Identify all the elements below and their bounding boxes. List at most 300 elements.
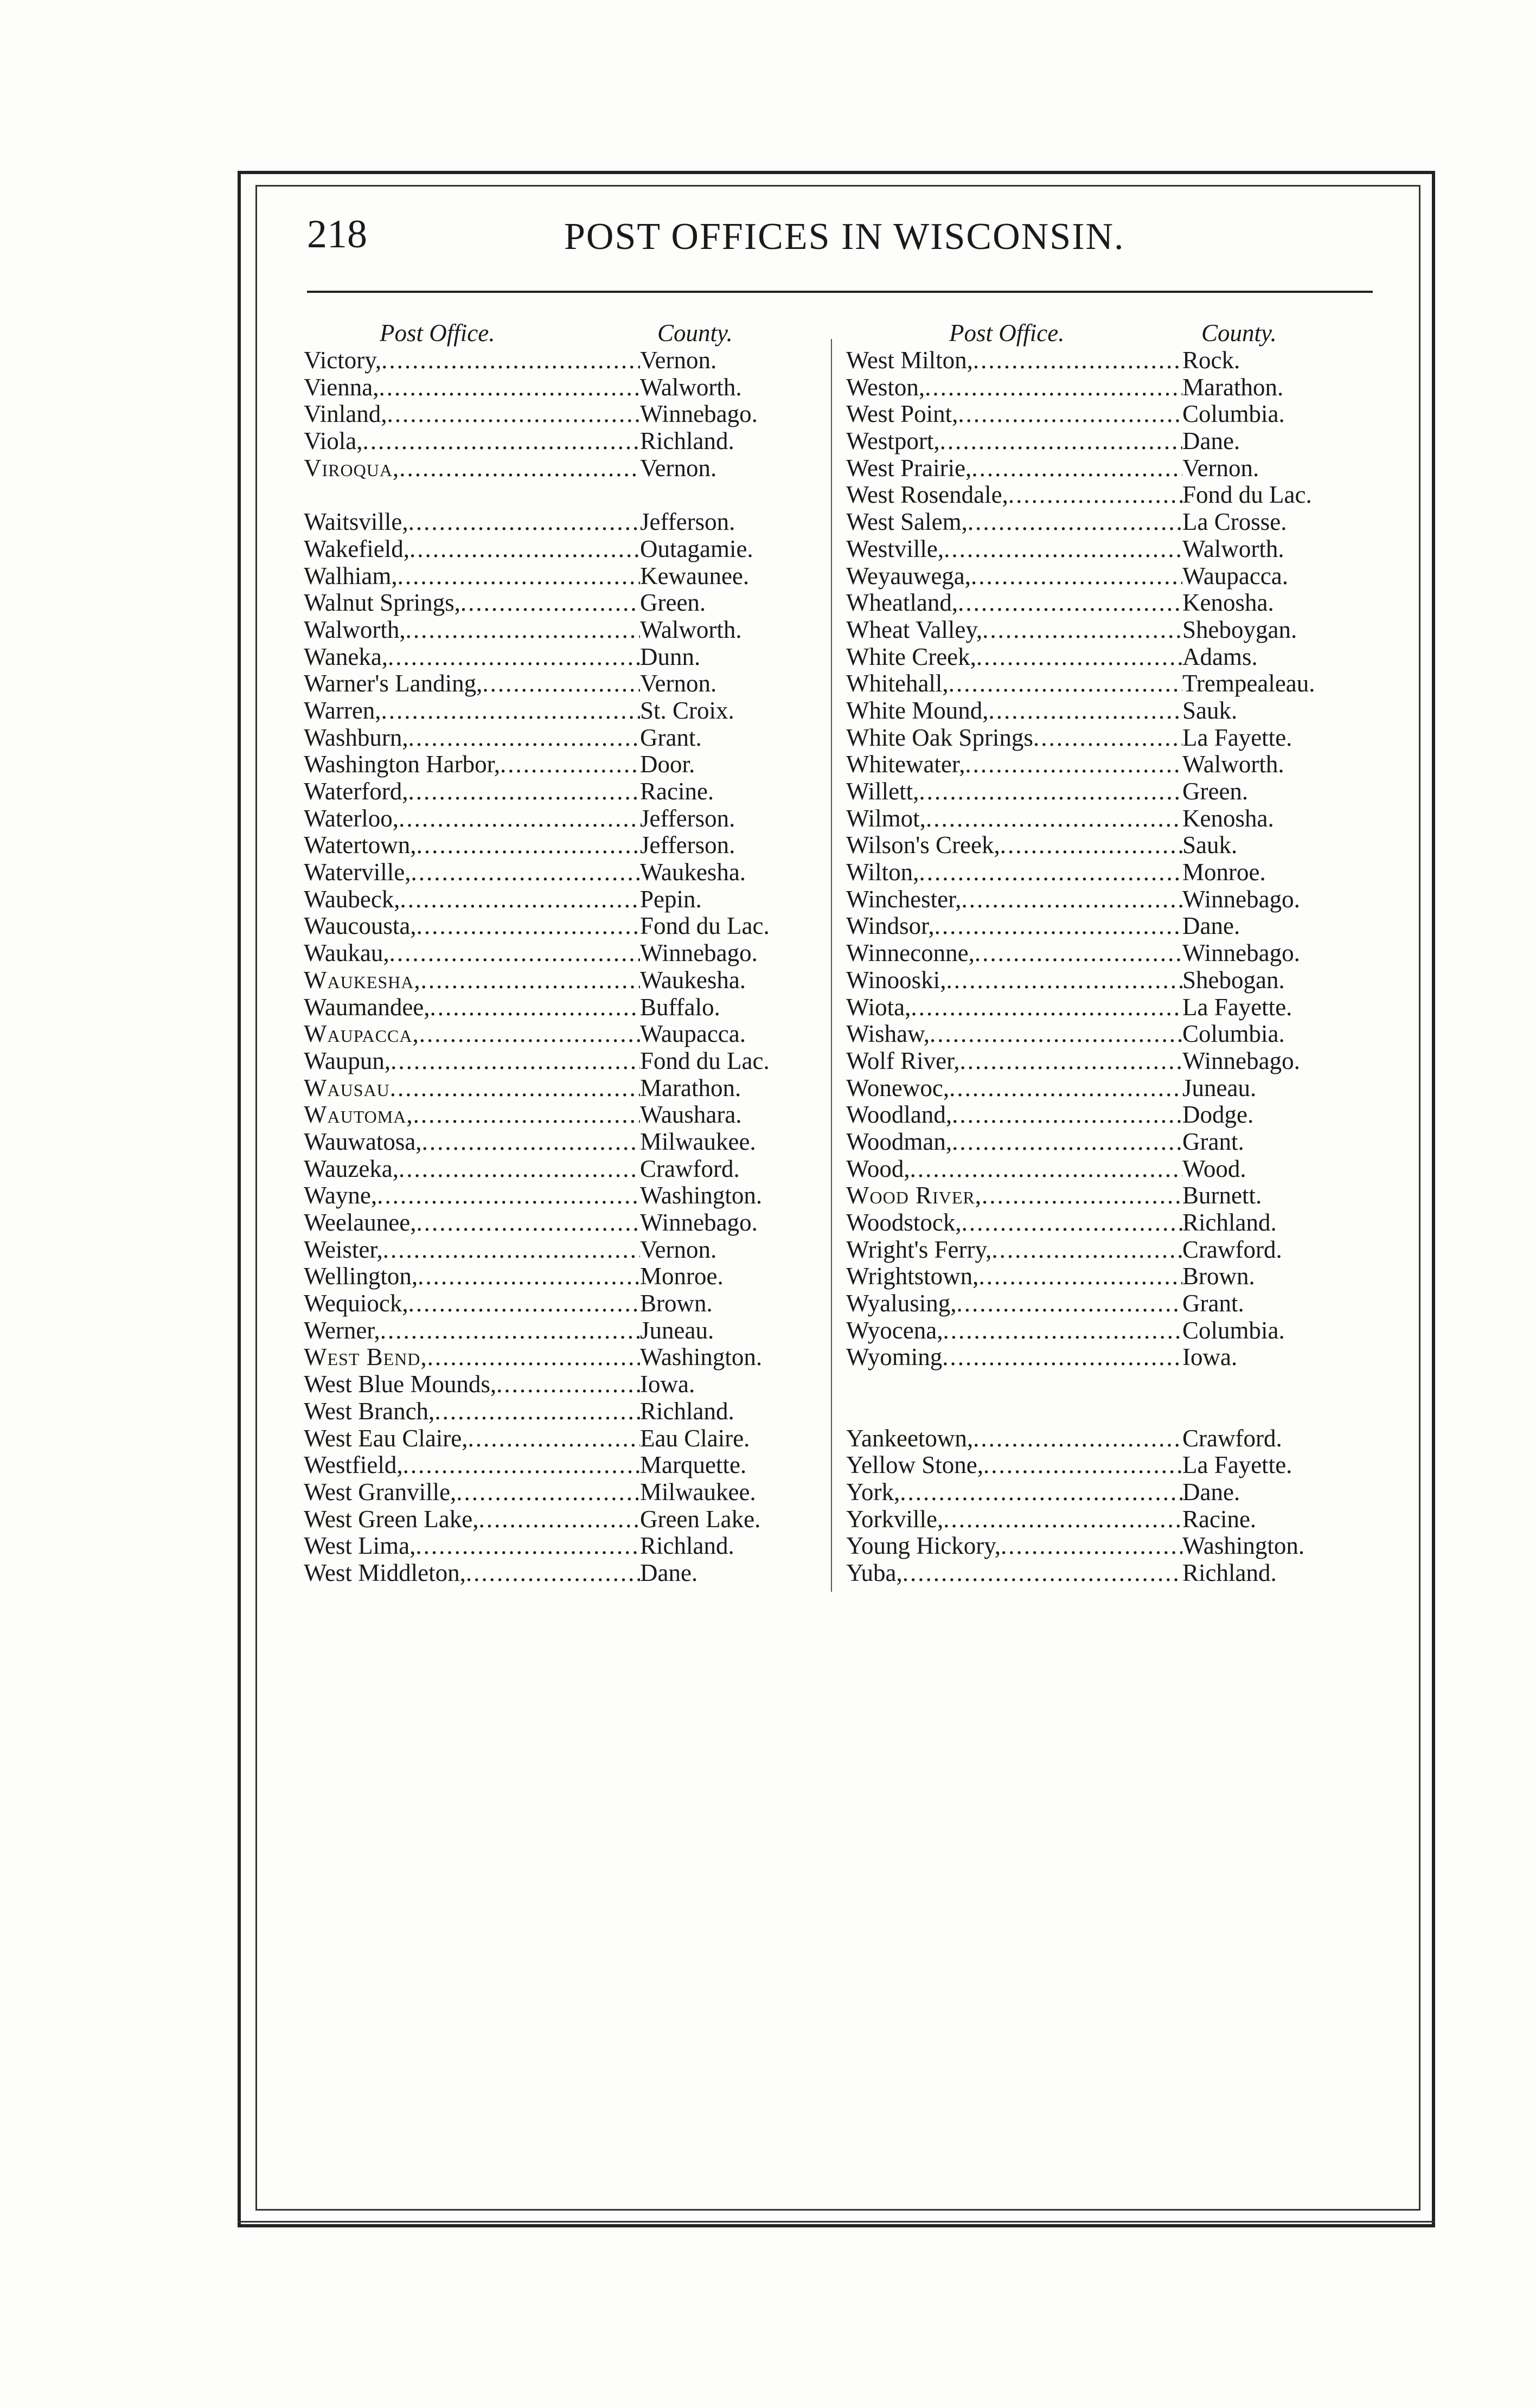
post-office-entry	[846, 940, 1367, 967]
post-office-entry	[304, 859, 803, 886]
post-office-name: West Branch,	[304, 1397, 435, 1425]
column-divider	[831, 339, 832, 1592]
county-name: Walworth.	[640, 616, 742, 643]
county-name: Richland.	[1182, 1559, 1277, 1586]
county-name: Juneau.	[1182, 1074, 1257, 1101]
dot-leader	[408, 1290, 640, 1317]
post-office-entry	[304, 725, 803, 752]
dot-leader	[496, 1371, 640, 1398]
county-name: Waupacca.	[1182, 562, 1288, 590]
county-name: La Fayette.	[1182, 723, 1292, 751]
post-office-entry	[846, 1129, 1367, 1156]
county-heading: County.	[1201, 319, 1277, 347]
county-name: Jefferson.	[640, 508, 735, 536]
county-name: Kenosha.	[1182, 804, 1274, 832]
county-name: Grant.	[1182, 1128, 1244, 1155]
post-office-entry	[304, 994, 803, 1021]
dot-leader	[1000, 832, 1182, 859]
post-office-name: Wiota,	[846, 993, 911, 1021]
county-name: Marathon.	[1182, 373, 1284, 401]
post-office-entry	[304, 832, 803, 859]
dot-leader	[982, 1182, 1182, 1209]
post-office-entry	[304, 697, 803, 725]
post-office-entry	[304, 967, 803, 994]
post-office-name: Washburn,	[304, 723, 408, 751]
county-name: Columbia.	[1182, 400, 1285, 428]
dot-leader	[957, 1290, 1182, 1317]
right-column-header	[846, 320, 1367, 347]
dot-leader	[398, 563, 640, 590]
post-office-entry	[846, 1075, 1367, 1102]
post-office-entry	[304, 1182, 803, 1209]
right-column	[846, 320, 1367, 1587]
post-office-entry	[846, 455, 1367, 482]
post-office-name: Wautoma,	[304, 1101, 413, 1129]
dot-leader	[388, 644, 640, 671]
county-name: Dane.	[1182, 1478, 1240, 1506]
dot-leader	[400, 886, 640, 913]
county-name: Rock.	[1182, 347, 1240, 374]
post-office-entry	[304, 644, 803, 671]
dot-leader	[982, 617, 1182, 644]
dot-leader	[422, 1129, 640, 1156]
post-office-entry	[304, 886, 803, 913]
post-office-entry	[304, 509, 803, 536]
post-office-name: West Milton,	[846, 347, 973, 374]
dot-leader	[975, 940, 1182, 967]
post-office-entry	[304, 940, 803, 967]
post-office-entry	[846, 1533, 1367, 1560]
county-name: Walworth.	[640, 373, 742, 401]
dot-leader	[409, 536, 640, 563]
dot-leader	[926, 805, 1182, 832]
post-office-entry	[304, 1156, 803, 1183]
dot-leader	[960, 1048, 1182, 1075]
dot-leader	[988, 697, 1182, 725]
dot-leader	[408, 778, 640, 805]
post-office-name: Vienna,	[304, 373, 379, 401]
dot-leader	[417, 913, 640, 940]
post-office-name: West Salem,	[846, 508, 968, 536]
county-name: Vernon.	[640, 454, 717, 482]
post-office-name: Waitsville,	[304, 508, 408, 536]
county-name: Fond du Lac.	[640, 912, 770, 940]
post-office-name: Waukesha,	[304, 966, 421, 994]
post-office-name: Wauwatosa,	[304, 1128, 422, 1155]
post-office-name: Wyocena,	[846, 1316, 943, 1344]
post-office-entry	[304, 670, 803, 697]
county-name: Winnebago.	[640, 1209, 758, 1236]
county-name: Crawford.	[1182, 1235, 1282, 1263]
dot-leader	[419, 1021, 640, 1048]
post-office-name: Wheatland,	[846, 589, 958, 617]
post-office-name: Waterloo,	[304, 804, 399, 832]
post-office-name: Werner,	[304, 1316, 380, 1344]
county-name: Brown.	[640, 1290, 713, 1317]
post-office-entry	[304, 1209, 803, 1237]
county-name: Jefferson.	[640, 831, 735, 859]
post-office-heading: Post Office.	[949, 319, 1065, 347]
post-office-name: Yellow Stone,	[846, 1451, 983, 1479]
post-office-entry	[304, 1237, 803, 1264]
dot-leader	[413, 1101, 640, 1129]
county-name: Kenosha.	[1182, 589, 1274, 617]
post-office-name: Walworth,	[304, 616, 406, 643]
county-name: Marquette.	[640, 1451, 747, 1479]
post-office-name: Waterville,	[304, 859, 411, 886]
dot-leader	[935, 913, 1182, 940]
post-office-entry	[846, 1506, 1367, 1533]
section-gap	[846, 1371, 1367, 1425]
post-office-entry	[304, 913, 803, 940]
post-office-entry	[304, 1317, 803, 1344]
dot-leader	[958, 401, 1182, 428]
page-title: POST OFFICES IN WISCONSIN.	[564, 216, 1125, 258]
dot-leader	[942, 1344, 1182, 1371]
post-office-entry	[846, 401, 1367, 428]
dot-leader	[943, 1506, 1182, 1533]
county-name: Crawford.	[640, 1155, 740, 1182]
post-office-entry	[304, 1371, 803, 1398]
county-name: Racine.	[1182, 1505, 1257, 1533]
post-office-name: Westfield,	[304, 1451, 403, 1479]
post-office-name: Whitehall,	[846, 670, 949, 697]
post-office-name: Waupacca,	[304, 1020, 419, 1048]
post-office-entry	[846, 1021, 1367, 1048]
post-office-entry	[304, 1290, 803, 1317]
county-name: Vernon.	[1182, 454, 1259, 482]
post-office-name: Winchester,	[846, 885, 962, 913]
post-office-entry	[304, 1425, 803, 1452]
post-office-name: White Creek,	[846, 643, 976, 670]
dot-leader	[1033, 725, 1182, 752]
post-office-entry	[846, 832, 1367, 859]
post-office-name: Wood,	[846, 1155, 910, 1182]
post-office-name: Waukau,	[304, 939, 389, 967]
post-office-entry	[304, 751, 803, 778]
post-office-entry	[846, 751, 1367, 778]
post-office-entry	[304, 1048, 803, 1075]
dot-leader	[1008, 482, 1182, 509]
dot-leader	[456, 1479, 640, 1506]
post-office-name: Winneconne,	[846, 939, 975, 967]
dot-leader	[363, 428, 640, 455]
county-name: Marathon.	[640, 1074, 741, 1101]
dot-leader	[983, 1452, 1182, 1479]
post-office-name: Windsor,	[846, 912, 935, 940]
dot-leader	[408, 725, 640, 752]
county-heading: County.	[657, 319, 733, 347]
post-office-name: West Green Lake,	[304, 1505, 479, 1533]
county-name: Fond du Lac.	[640, 1047, 770, 1074]
post-office-name: Woodland,	[846, 1101, 952, 1129]
page-number: 218	[307, 212, 367, 257]
post-office-name: Wilson's Creek,	[846, 831, 1000, 859]
post-office-name: Waneka,	[304, 643, 388, 670]
post-office-name: Weston,	[846, 373, 925, 401]
county-name: Green Lake.	[640, 1505, 761, 1533]
post-office-name: West Granville,	[304, 1478, 457, 1506]
dot-leader	[952, 1101, 1182, 1129]
post-office-entry	[304, 1021, 803, 1048]
post-office-name: York,	[846, 1478, 900, 1506]
post-office-entry	[846, 1101, 1367, 1129]
post-office-name: Wyalusing,	[846, 1290, 957, 1317]
post-office-entry	[304, 805, 803, 832]
post-office-name: Willett,	[846, 778, 919, 805]
county-name: Winnebago.	[640, 400, 758, 428]
left-column-header	[304, 320, 803, 347]
section-gap	[304, 482, 803, 509]
dot-leader	[381, 697, 640, 725]
post-office-name: Victory,	[304, 347, 382, 374]
post-office-name: Waupun,	[304, 1047, 391, 1074]
dot-leader	[482, 670, 640, 697]
post-office-name: Wayne,	[304, 1182, 377, 1209]
post-office-name: Vinland,	[304, 400, 387, 428]
post-office-entry	[304, 1075, 803, 1102]
post-office-entry	[846, 670, 1367, 697]
post-office-entry	[304, 1533, 803, 1560]
post-office-name: Waubeck,	[304, 885, 400, 913]
dot-leader	[380, 1317, 640, 1344]
post-office-entry	[846, 1479, 1367, 1506]
post-office-entry	[304, 590, 803, 617]
county-name: Grant.	[1182, 1290, 1244, 1317]
dot-leader	[944, 536, 1182, 563]
post-office-name: Yankeetown,	[846, 1424, 974, 1452]
dot-leader	[919, 859, 1182, 886]
post-office-entry	[846, 1290, 1367, 1317]
post-office-entry	[846, 536, 1367, 563]
county-name: Shebogan.	[1182, 966, 1285, 994]
post-office-name: West Point,	[846, 400, 958, 428]
post-office-entry	[304, 428, 803, 455]
post-office-name: Woodstock,	[846, 1209, 962, 1236]
county-name: Vernon.	[640, 1235, 717, 1263]
post-office-entry	[846, 644, 1367, 671]
dot-leader	[434, 1398, 640, 1425]
county-name: Columbia.	[1182, 1020, 1285, 1048]
county-name: Dane.	[1182, 427, 1240, 455]
county-name: Racine.	[640, 778, 714, 805]
post-office-entry	[304, 617, 803, 644]
county-name: Pepin.	[640, 885, 702, 913]
county-name: Iowa.	[640, 1370, 695, 1398]
county-name: Dane.	[640, 1559, 698, 1586]
county-name: Winnebago.	[640, 939, 758, 967]
post-office-name: West Rosendale,	[846, 481, 1008, 509]
dot-leader	[391, 1048, 640, 1075]
dot-leader	[900, 1479, 1182, 1506]
dot-leader	[991, 1237, 1182, 1264]
county-name: St. Croix.	[640, 696, 734, 724]
county-name: Brown.	[1182, 1263, 1255, 1290]
dot-leader	[406, 617, 640, 644]
post-office-entry	[304, 1344, 803, 1371]
post-office-name: Waterford,	[304, 778, 408, 805]
dot-leader	[430, 994, 640, 1021]
county-name: Green.	[1182, 778, 1249, 805]
post-office-entry	[304, 1129, 803, 1156]
county-name: Eau Claire.	[640, 1424, 750, 1452]
post-office-entry	[304, 455, 803, 482]
dot-leader	[377, 1182, 640, 1209]
county-name: Door.	[640, 751, 695, 778]
county-name: Winnebago.	[1182, 885, 1300, 913]
county-name: Walworth.	[1182, 535, 1284, 562]
post-office-name: White Oak Springs	[846, 723, 1033, 751]
county-name: La Fayette.	[1182, 1451, 1292, 1479]
county-name: Jefferson.	[640, 804, 735, 832]
post-office-entry	[846, 1263, 1367, 1290]
county-name: Winnebago.	[1182, 1047, 1300, 1074]
county-name: Milwaukee.	[640, 1128, 756, 1155]
post-office-name: Westville,	[846, 535, 944, 562]
post-office-name: Woodman,	[846, 1128, 952, 1155]
dot-leader	[973, 1425, 1182, 1452]
dot-leader	[940, 428, 1182, 455]
dot-leader	[911, 994, 1182, 1021]
post-office-entry	[304, 1479, 803, 1506]
post-office-entry	[846, 1560, 1367, 1587]
post-office-entry	[846, 1182, 1367, 1209]
county-name: Richland.	[640, 1532, 734, 1560]
post-office-entry	[846, 428, 1367, 455]
post-office-entry	[304, 1452, 803, 1479]
post-office-entry	[304, 1560, 803, 1587]
post-office-name: Viroqua,	[304, 454, 400, 482]
post-office-entry	[304, 401, 803, 428]
county-name: Outagamie.	[640, 535, 753, 562]
county-name: Adams.	[1182, 643, 1258, 670]
county-name: Buffalo.	[640, 993, 720, 1021]
dot-leader	[976, 644, 1182, 671]
dot-leader	[411, 859, 640, 886]
post-office-entry	[846, 1156, 1367, 1183]
dot-leader	[399, 805, 640, 832]
county-name: Milwaukee.	[640, 1478, 756, 1506]
post-office-entry	[846, 967, 1367, 994]
county-name: Waukesha.	[640, 966, 746, 994]
dot-leader	[417, 832, 640, 859]
county-name: Monroe.	[640, 1263, 724, 1290]
post-office-name: West Lima,	[304, 1532, 416, 1560]
county-name: Sauk.	[1182, 696, 1238, 724]
county-name: Dunn.	[640, 643, 701, 670]
dot-leader	[949, 1075, 1182, 1102]
dot-leader	[962, 1209, 1182, 1237]
dot-leader	[408, 509, 640, 536]
dot-leader	[418, 1263, 640, 1290]
post-office-entry	[304, 1398, 803, 1425]
post-office-name: Wolf River,	[846, 1047, 960, 1074]
dot-leader	[943, 1317, 1182, 1344]
post-office-entry	[304, 347, 803, 374]
county-name: Grant.	[640, 723, 702, 751]
dot-leader	[399, 1156, 640, 1183]
post-office-name: Wequiock,	[304, 1290, 408, 1317]
county-name: Washington.	[640, 1343, 763, 1371]
post-office-name: Walhiam,	[304, 562, 398, 590]
post-office-name: Wauzeka,	[304, 1155, 399, 1182]
dot-leader	[958, 590, 1182, 617]
county-name: Sauk.	[1182, 831, 1238, 859]
post-office-name: Weelaunee,	[304, 1209, 417, 1236]
county-name: Iowa.	[1182, 1343, 1238, 1371]
dot-leader	[417, 1209, 641, 1237]
county-name: Waukesha.	[640, 859, 746, 886]
post-office-entry	[846, 859, 1367, 886]
post-office-entry	[846, 509, 1367, 536]
post-office-entry	[304, 1506, 803, 1533]
dot-leader	[946, 967, 1182, 994]
dot-leader	[919, 778, 1182, 805]
post-office-entry	[846, 347, 1367, 374]
dot-leader	[468, 1425, 640, 1452]
left-column	[304, 320, 803, 1587]
post-office-entry	[846, 778, 1367, 805]
post-office-entry	[846, 563, 1367, 590]
dot-leader	[466, 1560, 640, 1587]
dot-leader	[421, 967, 640, 994]
dot-leader	[971, 455, 1182, 482]
dot-leader	[952, 1129, 1182, 1156]
post-office-name: Weyauwega,	[846, 562, 971, 590]
dot-leader	[978, 1263, 1182, 1290]
post-office-entry	[846, 805, 1367, 832]
post-office-name: Winooski,	[846, 966, 946, 994]
post-office-name: West Prairie,	[846, 454, 972, 482]
dot-leader	[965, 751, 1182, 778]
county-name: La Crosse.	[1182, 508, 1287, 536]
dot-leader	[973, 347, 1182, 374]
post-office-name: Waumandee,	[304, 993, 430, 1021]
county-name: Wood.	[1182, 1155, 1246, 1182]
dot-leader	[971, 563, 1182, 590]
post-office-entry	[846, 725, 1367, 752]
dot-leader	[389, 940, 640, 967]
county-name: Vernon.	[640, 670, 717, 697]
post-office-entry	[846, 1425, 1367, 1452]
county-name: Juneau.	[640, 1316, 714, 1344]
post-office-name: Wishaw,	[846, 1020, 930, 1048]
post-office-name: Warren,	[304, 696, 381, 724]
post-office-name: Wakefield,	[304, 535, 410, 562]
post-office-name: West Middleton,	[304, 1559, 466, 1586]
county-name: Crawford.	[1182, 1424, 1282, 1452]
post-office-name: White Mound,	[846, 696, 989, 724]
dot-leader	[460, 590, 640, 617]
county-name: Kewaunee.	[640, 562, 750, 590]
dot-leader	[390, 1075, 640, 1102]
county-name: Fond du Lac.	[1182, 481, 1312, 509]
post-office-entry	[304, 374, 803, 401]
post-office-name: Wright's Ferry,	[846, 1235, 992, 1263]
dot-leader	[910, 1156, 1182, 1183]
county-name: Dodge.	[1182, 1101, 1254, 1129]
post-office-name: Yorkville,	[846, 1505, 944, 1533]
post-office-heading: Post Office.	[380, 319, 495, 347]
post-office-entry	[846, 697, 1367, 725]
dot-leader	[500, 751, 640, 778]
county-name: Green.	[640, 589, 706, 617]
dot-leader	[962, 886, 1182, 913]
county-name: La Fayette.	[1182, 993, 1292, 1021]
header-rule	[307, 291, 1373, 293]
county-name: Columbia.	[1182, 1316, 1285, 1344]
post-office-name: Weister,	[304, 1235, 383, 1263]
